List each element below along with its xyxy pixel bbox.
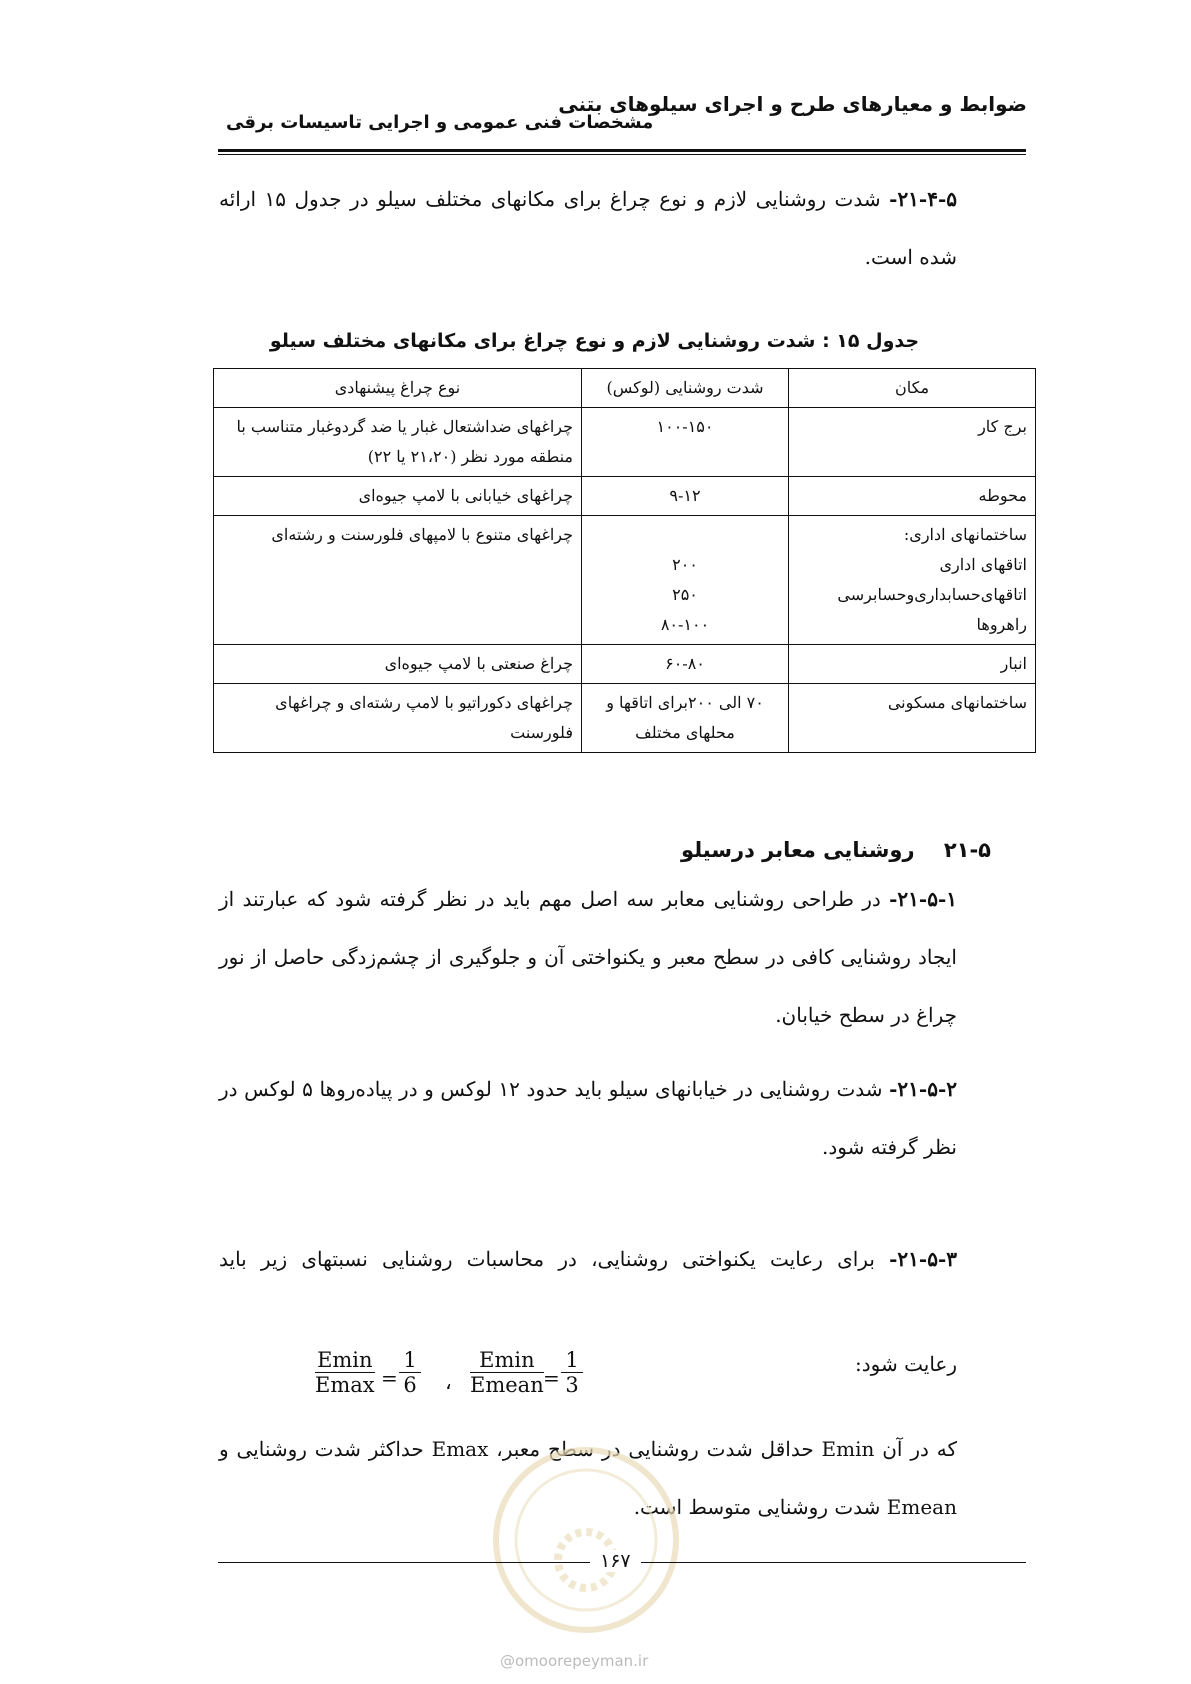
intro-text: شدت روشنایی لازم و نوع چراغ برای مکانهای مختلف سیلو در جدول ۱۵ ارائه شده است. <box>219 187 957 269</box>
cell-lux-line <box>590 520 780 550</box>
header-lamp: نوع چراغ پیشنهادی <box>214 369 582 408</box>
cell-lamp: چراغهای خیابانی با لامپ جیوه‌ای <box>214 477 582 516</box>
paragraph-text: شدت روشنایی در خیابانهای سیلو باید حدود ۱۲ لوکس و در پیاده‌روها ۵ لوکس در نظر گرفته شود. <box>219 1077 957 1159</box>
cell-location-line: راهروها <box>976 615 1027 634</box>
cell-location <box>789 684 1036 753</box>
cell-lux-line: ۲۰۰ <box>672 555 698 574</box>
header-rule <box>218 149 1026 152</box>
ratio-2-rhs: $\frac{1}{3}$ <box>561 1348 583 1397</box>
cell-lux <box>582 645 789 684</box>
cell-lux-line: ۹-۱۲ <box>669 486 701 505</box>
cell-lamp: چراغهای دکوراتیو با لامپ رشته‌ای و چراغهای فلورسنت <box>214 684 582 753</box>
header-location: مکان <box>789 369 1036 408</box>
table-row <box>214 684 1036 753</box>
cell-lux <box>582 408 789 477</box>
ratio-2-lhs: Emin Emean <box>470 1348 544 1397</box>
table-row <box>214 645 1036 684</box>
cell-location-line: اتاقهای اداری <box>939 555 1027 574</box>
cell-location-line: ساختمانهای مسکونی <box>887 693 1027 712</box>
paragraph-text: برای رعایت یکنواختی روشنایی، در محاسبات روشنایی نسبتهای زیر باید <box>219 1247 875 1271</box>
section-heading <box>681 838 991 862</box>
table-row <box>214 516 1036 645</box>
table-caption: جدول ۱۵ : شدت روشنایی لازم و نوع چراغ برای مکانهای مختلف سیلو <box>269 330 920 352</box>
cell-location <box>789 645 1036 684</box>
closing-paragraph: که در آن Emin حداقل شدت روشنایی در سطح معبر، Emax حداکثر شدت روشنایی و Emean شدت روشنایی متوسط است. <box>219 1437 958 1519</box>
paragraph-number: ۲۱-۵-۲- <box>889 1077 957 1101</box>
lighting-table <box>213 368 1036 753</box>
formula-lead: رعایت شود: <box>855 1352 957 1376</box>
cell-location-line: برج کار <box>978 417 1027 436</box>
cell-lux-line: ۲۵۰ <box>672 585 698 604</box>
intro-number: ۲۱-۴-۵- <box>889 187 958 211</box>
ratio-1-rhs: $\frac{1}{6}$ <box>399 1348 421 1397</box>
header-rule-thin <box>218 154 1026 155</box>
cell-lux <box>582 477 789 516</box>
cell-lamp: چراغهای ضداشتعال غبار یا ضد گردوغبار متناسب با منطقه مورد نظر (۲۱،۲۰ یا ۲۲) <box>214 408 582 477</box>
header-lux: شدت روشنایی (لوکس) <box>582 369 789 408</box>
cell-location-line: انبار <box>1000 654 1027 673</box>
cell-lux-line: ۱۰۰-۱۵۰ <box>656 417 714 436</box>
ratio-1-lhs: Emin Emax <box>315 1348 375 1397</box>
cell-lux-line: ۶۰-۸۰ <box>665 654 705 673</box>
cell-location-line: ساختمانهای اداری: <box>903 525 1027 544</box>
table-header-row <box>214 369 1036 408</box>
chapter-title: مشخصات فنی عمومی و اجرایی تاسیسات برقی <box>226 112 654 133</box>
intro-paragraph <box>219 170 957 286</box>
cell-location <box>789 516 1036 645</box>
paragraph-text: در طراحی روشنایی معابر سه اصل مهم باید در نظر گرفته شود که عبارتند از ایجاد روشنایی کافی در سطح معبر و یکنواختی آن و جلوگیری از چشم‌زدگی حاصل از نور چراغ در سطح خیابان. <box>219 887 957 1027</box>
cell-lux <box>582 684 789 753</box>
book-title: ضوابط و معیارهای طرح و اجرای سیلوهای بتنی <box>558 92 1027 116</box>
cell-lux-line: ۸۰-۱۰۰ <box>660 615 710 634</box>
paragraph-1 <box>219 870 957 1044</box>
watermark-logo <box>486 1440 686 1640</box>
cell-location-line: محوطه <box>978 486 1027 505</box>
cell-lux <box>582 516 789 645</box>
cell-location <box>789 408 1036 477</box>
table-row <box>214 408 1036 477</box>
table-row <box>214 477 1036 516</box>
watermark-text: @omoorepeyman.ir <box>500 1652 649 1670</box>
formula: Emin Emax = $\frac{1}{6}$ ، Emin Emean = $\frac{1}{3}$ <box>315 1348 595 1418</box>
section-title: روشنایی معابر درسیلو <box>681 838 915 862</box>
paragraph-number: ۲۱-۵-۱- <box>889 887 957 911</box>
paragraph-number: ۲۱-۵-۳- <box>889 1247 957 1271</box>
formula-separator: ، <box>445 1370 452 1394</box>
cell-lamp: چراغ صنعتی با لامپ جیوه‌ای <box>214 645 582 684</box>
cell-lux-line: محلهای مختلف <box>635 723 735 742</box>
page-number: ۱۶۷ <box>590 1550 641 1572</box>
paragraph-3 <box>219 1230 957 1288</box>
cell-location-line: اتاقهای‌حسابداری‌وحسابرسی <box>837 585 1027 604</box>
cell-location <box>789 477 1036 516</box>
cell-lamp: چراغهای متنوع با لامپهای فلورسنت و رشته‌ای <box>214 516 582 645</box>
paragraph-2 <box>219 1060 957 1176</box>
cell-lux-line: ۷۰ الی ۲۰۰برای اتاقها و <box>606 693 764 712</box>
section-number: ۲۱-۵ <box>943 838 991 862</box>
